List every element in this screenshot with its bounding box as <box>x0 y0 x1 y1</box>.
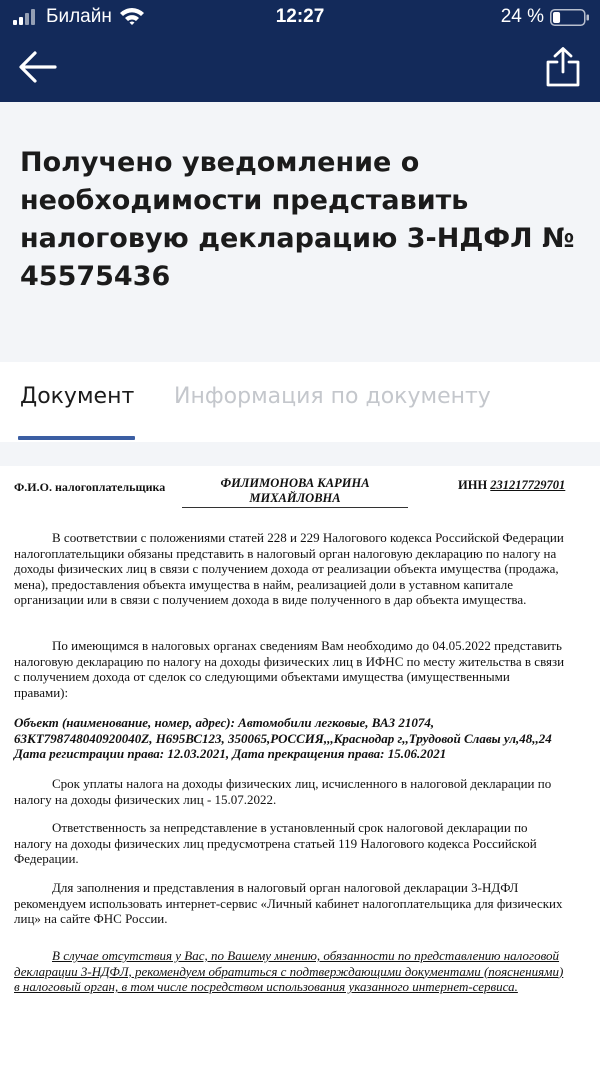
status-bar <box>0 0 600 34</box>
fio-label: Ф.И.О. налогоплательщика <box>14 480 166 494</box>
carrier-name: Билайн <box>46 6 112 27</box>
taxpayer-name-line2: МИХАЙЛОВНА <box>249 491 341 505</box>
property-object-line2: 63КТ798748040920040Z, Н695ВС123, 350065,РОССИЯ,,,Краснодар г,,Трудовой Славы ул,48,,24 <box>14 730 552 746</box>
inn-value: 231217729701 <box>490 478 566 492</box>
paragraph-warning: В случае отсутствия у Вас, по Вашему мнению, обязанности по представлению налоговой декларации 3-НДФЛ, рекомендуем обратиться с подтверждающими документами (пояснениями) в налоговый орган, в том числе посредством использования указанного интернет-сервиса. <box>14 948 564 995</box>
arrow-left-icon[interactable] <box>18 50 58 84</box>
tab-document[interactable]: Документ <box>20 384 135 409</box>
paragraph-online-service: Для заполнения и представления в налоговый орган налоговой декларации 3-НДФЛ рекомендуем использовать интернет-сервис «Личный кабинет налогоплательщика для физических лиц» на сайте ФНС России. <box>14 880 563 927</box>
battery-icon <box>550 9 590 26</box>
inn-label: ИНН <box>458 478 488 492</box>
property-object <box>14 715 566 762</box>
paragraph-deadline: По имеющимся в налоговых органах сведениям Вам необходимо до 04.05.2022 представить налоговую декларацию по налогу на доходы физических лиц в ИФНС по месту жительства в связи с получением дохода от сделок со следующими объектами имущества (имущественными правами): <box>14 638 565 700</box>
tab-bar <box>0 362 600 442</box>
taxpayer-name-line1: ФИЛИМОНОВА КАРИНА <box>220 476 370 490</box>
paragraph-payment-due: Срок уплаты налога на доходы физических лиц, исчисленного в налоговой декларации по налогу на доходы физических лиц - 15.07.2022. <box>14 776 552 807</box>
paragraph-liability: Ответственность за непредставление в установленный срок налоговой декларации по налогу на доходы физических лиц предусмотрена статьей 119 Налогового кодекса Российской Федерации. <box>14 820 537 867</box>
document-view <box>0 466 600 1066</box>
active-tab-indicator <box>18 436 135 440</box>
top-bar <box>0 0 600 102</box>
section-divider <box>0 442 600 466</box>
share-icon[interactable] <box>544 46 582 88</box>
inn <box>458 478 565 493</box>
tab-document-info[interactable]: Информация по документу <box>174 384 491 409</box>
status-time: 12:27 <box>275 6 325 27</box>
page-title: Получено уведомление о необходимости представить налоговую декларацию 3-НДФЛ № 45575436 <box>20 147 575 292</box>
taxpayer-name <box>182 476 408 508</box>
paragraph-legal-basis: В соответствии с положениями статей 228 и 229 Налогового кодекса Российской Федерации налогоплательщики обязаны представить в налоговый орган налоговую декларацию по налогу на доходы физических лиц в связи с получением дохода от реализации объекта имущества (продажа, мена), предоставления объекта имущества в найм, реализацией доли в уставном капитале организации или в связи с получением дохода в виде полученного в дар объекта имущества. <box>14 530 564 608</box>
title-block <box>0 102 600 362</box>
property-object-line3: Дата регистрации права: 12.03.2021, Дата прекращения права: 15.06.2021 <box>14 746 447 762</box>
property-object-line1: Объект (наименование, номер, адрес): Автомобили легковые, ВАЗ 21074, <box>14 715 435 730</box>
battery-percent: 24 % <box>500 6 544 27</box>
